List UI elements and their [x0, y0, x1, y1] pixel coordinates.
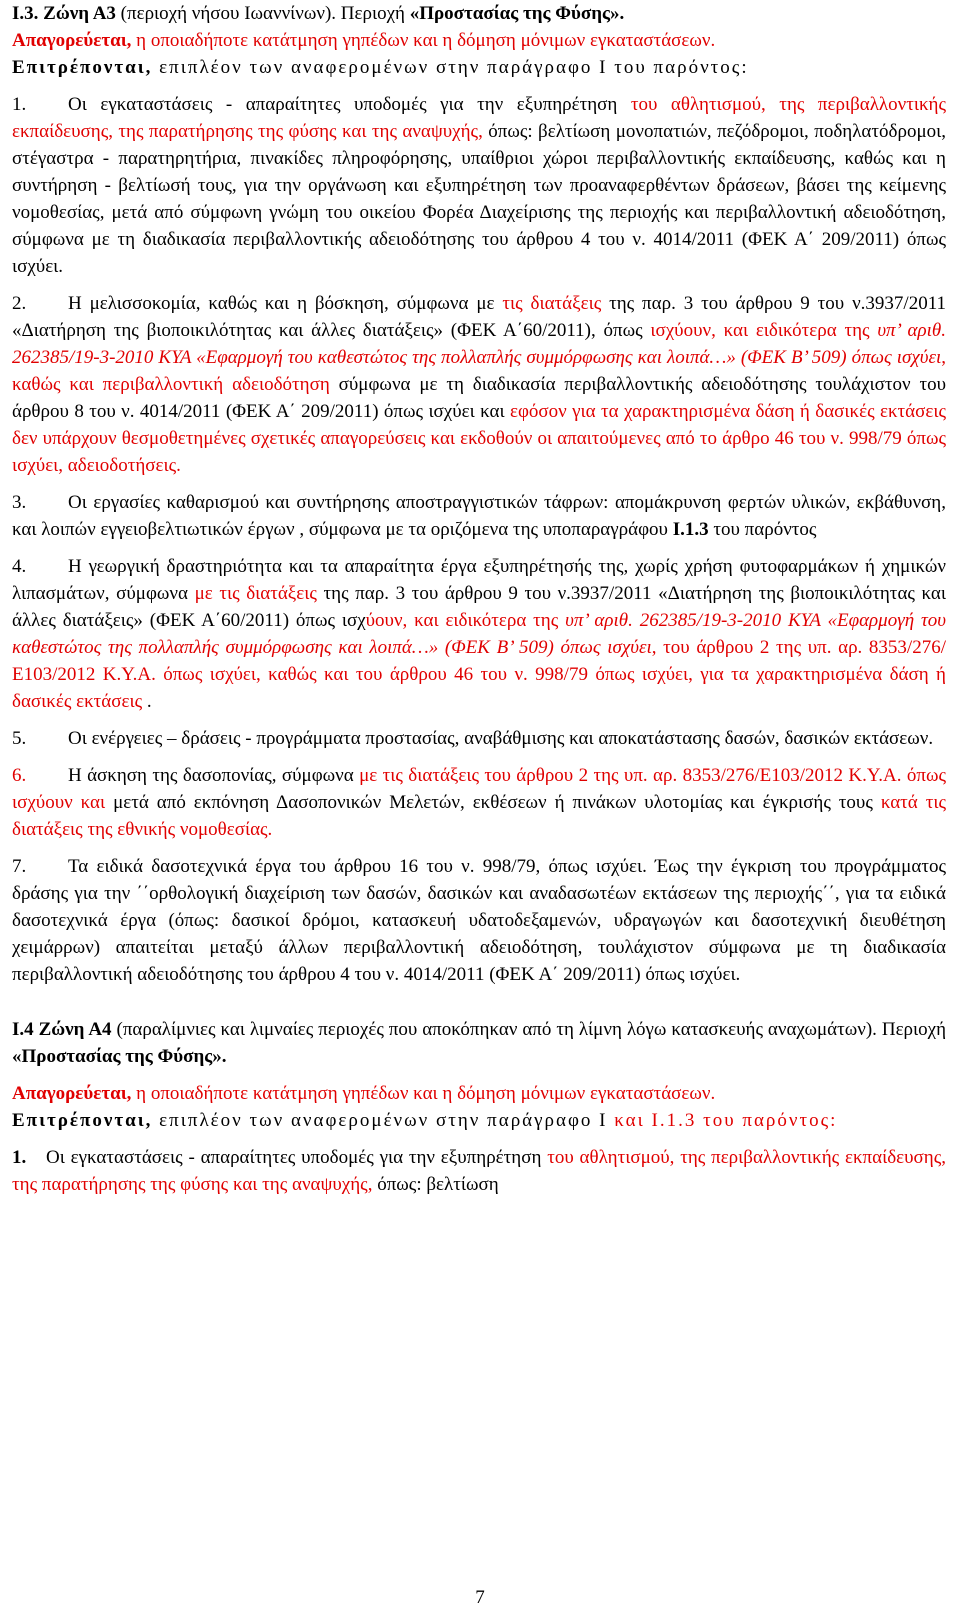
text-run: Η γεωργική δραστηριότητα και τα απαραίτητα έργα εξυπηρέτησής της, χωρίς χρήση φυτοφαρμάκων ή χημικών λιπασμάτων, σύμφωνα [12, 556, 946, 604]
list-item [12, 91, 946, 280]
text-run: επιπλέον των αναφερομένων στην παράγραφο Ι [152, 1110, 615, 1131]
text-run: ύουν, και ειδικότερα της [365, 610, 566, 631]
text-run: με τις διατάξεις του άρθρου 2 της υπ. αρ. 8353/276/Ε103/2012 Κ.Υ.Α. όπως ισχύουν και [12, 765, 946, 813]
text-run: Ι.1.3 [672, 519, 709, 540]
item-number: 3. [12, 492, 27, 513]
text-run: «Προστασίας της Φύσης». [409, 3, 625, 24]
item-number: 7. [12, 856, 27, 877]
text-run: Απαγορεύεται, [12, 1083, 132, 1104]
item-number: 1. [12, 94, 27, 115]
text-run: Η άσκηση της δασοπονίας, σύμφωνα [68, 765, 360, 786]
text-run: . [142, 691, 152, 712]
text-run: όπως: βελτίωση [372, 1174, 499, 1195]
list-item [12, 725, 946, 752]
text-run: , καθώς και περιβαλλοντική αδειοδότηση [12, 347, 946, 395]
item-list [12, 1144, 946, 1198]
text-run: υπ’ αριθ. 262385/19-3-2010 ΚΥΑ «Εφαρμογή του καθεστώτος της πολλαπλής συμμόρφωσης και λοιπά…» (ΦΕΚ Β’ 509) όπως ισχύει [12, 610, 946, 658]
text-run: υπ’ αριθ. 262385/19-3-2010 ΚΥΑ «Εφαρμογή του καθεστώτος της πολλαπλής συμμόρφωσης και λοιπά…» (ΦΕΚ Β’ 509) όπως ισχύει [12, 320, 946, 368]
text-run: του αθλητισμού, της περιβαλλοντικής εκπαίδευσης, της παρατήρησης της φύσης και της αναψυχής, [12, 1147, 946, 1195]
text-run: Οι ενέργειες – δράσεις - προγράμματα προστασίας, αναβάθμισης και αποκατάστασης δασών, δασικών εκτάσεων. [68, 728, 934, 749]
section-gap [12, 988, 946, 1016]
text-run: και Ι.1.3 του παρόντος: [614, 1110, 838, 1131]
section-heading [12, 1016, 946, 1070]
text-run: Επιτρέπονται, [12, 1110, 153, 1131]
text-run: της παρ. 3 του άρθρου 9 του ν.3937/2011 «Διατήρηση της βιοποικιλότητας και άλλες διατάξεις» (ΦΕΚ Α΄60/2011) όπως ισχ [12, 583, 946, 631]
list-item [12, 290, 946, 479]
text-run: με τις διατάξεις [194, 583, 317, 604]
list-item [12, 553, 946, 715]
text-run: επιπλέον των αναφερομένων στην παράγραφο Ι του παρόντος: [152, 57, 749, 78]
item-number: 6. [12, 765, 27, 786]
permission-line [12, 54, 946, 81]
text-run: της παρ. 3 του άρθρου 9 του ν.3937/2011 «Διατήρηση της βιοποικιλότητας και άλλες διατάξεις» (ΦΕΚ Α΄60/2011), όπως [12, 293, 946, 341]
text-run: Ζώνη Α3 [43, 3, 116, 24]
item-list [12, 91, 946, 988]
text-run: Ι.4 Ζώνη Α4 [12, 1019, 112, 1040]
text-run: όπως: βελτίωση μονοπατιών, πεζόδρομοι, ποδηλατόδρομοι, στέγαστρα - παρατηρητήρια, πινακίδες πληροφόρησης, υπαίθριοι χώροι περιβαλλοντικής εκπαίδευσης, καθώς και η συντήρηση - βελτίωσή τους, για την οργάνωση και εξυπηρέτηση των προαναφερθέντων δράσεων, βάσει της κείμενης νομοθεσίας, μετά από σύμφωνη γνώμη του οικείου Φορέα Διαχείρισης της περιοχής και περιβαλλοντική αδειοδότηση, σύμφωνα με τη διαδικασία περιβαλλοντικής αδειοδότησης του άρθρου 4 του ν. 4014/2011 (ΦΕΚ Α΄ 209/2011) όπως ισχύει. [12, 121, 946, 277]
text-run: (περιοχή νήσου Ιωαννίνων). Περιοχή [115, 3, 410, 24]
text-run: Οι εγκαταστάσεις - απαραίτητες υποδομές για την εξυπηρέτηση [68, 94, 631, 115]
section-heading [12, 0, 946, 27]
text-run: Οι εργασίες καθαρισμού και συντήρησης αποστραγγιστικών τάφρων: απομάκρυνση φερτών υλικών, εκβάθυνση, και λοιπών εγγειοβελτιωτικών έργων , σύμφωνα με τα οριζόμενα της υποπαραγράφου [12, 492, 946, 540]
text-run: Η μελισσοκομία, καθώς και η βόσκηση, σύμφωνα με [68, 293, 503, 314]
text-run: Επιτρέπονται, [12, 57, 153, 78]
text-run: Απαγορεύεται, [12, 30, 132, 51]
prohibition-line [12, 1080, 946, 1107]
text-run: «Προστασίας της Φύσης». [12, 1046, 227, 1067]
prohibition-line [12, 27, 946, 54]
page-number: 7 [475, 1587, 485, 1608]
item-number: 2. [12, 293, 27, 314]
permission-line [12, 1107, 946, 1134]
text-run: ισχύουν, και ειδικότερα της [650, 320, 878, 341]
item-number: 5. [12, 728, 27, 749]
item-number: 1. [12, 1147, 27, 1168]
text-run: Οι εγκαταστάσεις - απαραίτητες υποδομές για την εξυπηρέτηση [46, 1147, 548, 1168]
text-run: η οποιαδήποτε κατάτμηση γηπέδων και η δόμηση μόνιμων εγκαταστάσεων. [131, 30, 716, 51]
text-run: Τα ειδικά δασοτεχνικά έργα του άρθρου 16 του ν. 998/79, όπως ισχύει. Έως την έγκριση του προγράμματος δράσης για την ΄΄ορθολογική διαχείριση των δασών, δασικών και αναδασωτέων εκτάσεων της περιοχής΄΄, για τα ειδικά δασοτεχνικά έργα (όπως: δασικοί δρόμοι, κατασκευή υδατοδεξαμενών, υδραγωγών και δασοτεχνική διευθέτηση χειμάρρων) απαιτείται μεταξύ άλλων περιβαλλοντική αδειοδότηση, τουλάχιστον σύμφωνα με τη διαδικασία περιβαλλοντική αδειοδότησης του άρθρου 4 του ν. 4014/2011 (ΦΕΚ Α΄ 209/2011) όπως ισχύει. [12, 856, 946, 985]
text-run: (παραλίμνιες και λιμναίες περιοχές που αποκόπηκαν από τη λίμνη λόγω κατασκευής αναχωμάτων). Περιοχή [111, 1019, 947, 1040]
list-item [12, 762, 946, 843]
text-run: τις διατάξεις [502, 293, 602, 314]
text-run: κατά τις διατάξεις της εθνικής νομοθεσίας. [12, 792, 946, 840]
text-run: του παρόντος [708, 519, 817, 540]
text-run: , του άρθρου 2 της υπ. αρ. 8353/276/Ε103/2012 Κ.Υ.Α. όπως ισχύει, καθώς και του άρθρου 46 του ν. 998/79 όπως ισχύει, για τα χαρακτηρισμένα δάση ή δασικές εκτάσεις [12, 637, 946, 712]
list-item [12, 1144, 946, 1198]
text-run: του αθλητισμού, της περιβαλλοντικής εκπαίδευσης, της παρατήρησης της φύσης και της αναψυχής, [12, 94, 946, 142]
item-number: 4. [12, 556, 27, 577]
text-run: μετά από εκπόνηση Δασοπονικών Μελετών, εκθέσεων ή πινάκων υλοτομίας και έγκρισής τους [105, 792, 881, 813]
list-item [12, 489, 946, 543]
text-run: σύμφωνα με τη διαδικασία περιβαλλοντικής αδειοδότησης τουλάχιστον του άρθρου 8 του ν. 4014/2011 (ΦΕΚ Α΄ 209/2011) όπως ισχύει και [12, 374, 946, 422]
text-run: η οποιαδήποτε κατάτμηση γηπέδων και η δόμηση μόνιμων εγκαταστάσεων. [131, 1083, 716, 1104]
text-run: Ι.3. [12, 3, 39, 24]
list-item [12, 853, 946, 988]
text-run: εφόσον για τα χαρακτηρισμένα δάση ή δασικές εκτάσεις δεν υπάρχουν θεσμοθετημένες σχετικές απαγορεύσεις και εκδοθούν οι απαιτούμενες από το άρθρο 46 του ν. 998/79 όπως ισχύει, αδειοδοτήσεις. [12, 401, 946, 476]
